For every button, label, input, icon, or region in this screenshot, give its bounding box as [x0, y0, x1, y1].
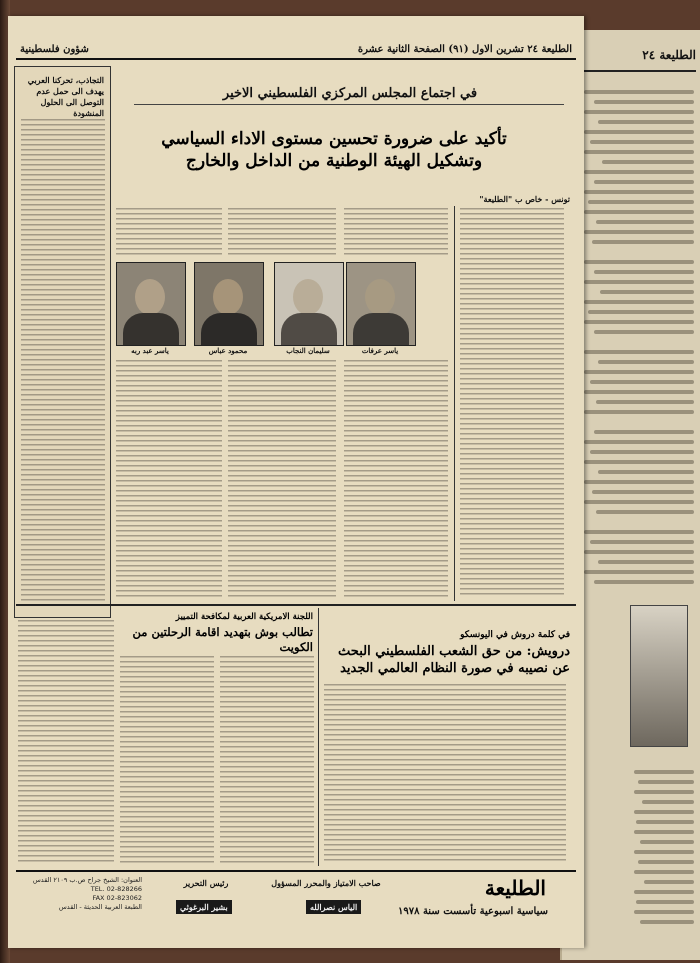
photo-mahmoud-abbas: [194, 262, 264, 346]
footer-phone: TEL. 02-828266: [90, 885, 142, 893]
headline-line-2: وتشكيل الهيئة الوطنية من الداخل والخارج: [185, 151, 483, 171]
story2-header: [320, 630, 570, 677]
adjacent-page-photo: [630, 605, 688, 747]
footer-since: سياسية اسبوعية تأسست سنة ١٩٧٨: [397, 906, 548, 917]
left-sidebar-heading: التجاذب، تحركنا العربي يهدف الى حمل عدم التوصل الى الحلول المنشودة: [27, 75, 104, 118]
caption-suleiman-najjab: سليمان النجاب: [286, 346, 330, 355]
footer-logo: الطليعة: [484, 876, 546, 900]
owner-label: صاحب الامتياز والمحرر المسؤول: [271, 878, 381, 888]
story3-header: [128, 612, 313, 655]
story3-kicker: اللجنة الامريكية العربية لمكافحة التمييز: [175, 612, 313, 622]
footer-address-block: [22, 876, 142, 912]
story3-column-2: [120, 656, 214, 864]
main-story-headline: [144, 128, 524, 172]
footer-press: الطبعة العربية الحديثة - القدس: [58, 903, 142, 911]
story3-column-1: [220, 656, 314, 864]
kicker-rule: [134, 104, 564, 105]
footer-fax: FAX 02-823062: [92, 894, 142, 902]
section-divider: [16, 604, 576, 606]
main-story-column-3-top: [228, 208, 336, 256]
main-story-kicker: في اجتماع المجلس المركزي الفلسطيني الاخير: [222, 86, 478, 101]
story3-headline: تطالب بوش بتهديد اقامة الرحلتين من الكويت: [132, 625, 313, 654]
left-sidebar-body: [21, 119, 105, 609]
main-story-column-2: [344, 360, 448, 598]
main-story-column-3: [228, 360, 336, 598]
footer-address: العنوان: الشيخ جراح ص.ب ٢١٠٩ القدس: [32, 876, 142, 884]
caption-yasser-abed-rabbo: ياسر عبد ربه: [131, 346, 169, 355]
main-story-column-4: [116, 360, 222, 598]
main-story-column-4-top: [116, 208, 222, 256]
left-sidebar-article: [14, 66, 111, 618]
headline-line-1: تأكيد على ضرورة تحسين مستوى الاداء السياسي: [161, 129, 507, 149]
main-story-byline: تونس - خاص ب "الطليعة": [479, 194, 570, 204]
editor-name: بشير البرغوثي: [176, 900, 232, 914]
issue-line: الطليعة ٢٤ تشرين الاول (٩١) الصفحة الثانية عشرة: [357, 44, 572, 55]
owner-name: الياس نصرالله: [306, 900, 361, 914]
newspaper-page: [8, 16, 584, 948]
photo-yasser-arafat: [346, 262, 416, 346]
main-story-column-1: [460, 208, 564, 598]
main-story-column-2-top: [344, 208, 448, 256]
story3-column-3: [18, 620, 114, 864]
caption-yasser-arafat: ياسر عرفات: [361, 346, 399, 355]
page-footer: [16, 870, 576, 942]
story2-body: [324, 684, 566, 864]
photo-yasser-abed-rabbo: [116, 262, 186, 346]
adjacent-page-header: الطليعة ٢٤: [576, 48, 696, 72]
story2-headline: درويش: من حق الشعب الفلسطيني البحث عن نصيبه في صورة النظام العالمي الجديد: [338, 644, 570, 676]
photo-suleiman-najjab: [274, 262, 344, 346]
section-label: شؤون فلسطينية: [20, 44, 89, 55]
editor-label: رئيس التحرير: [183, 878, 229, 888]
page-masthead: [16, 42, 576, 60]
caption-mahmoud-abbas: محمود عباس: [208, 346, 248, 355]
story2-kicker: في كلمة دروش في اليونسكو: [460, 630, 570, 640]
